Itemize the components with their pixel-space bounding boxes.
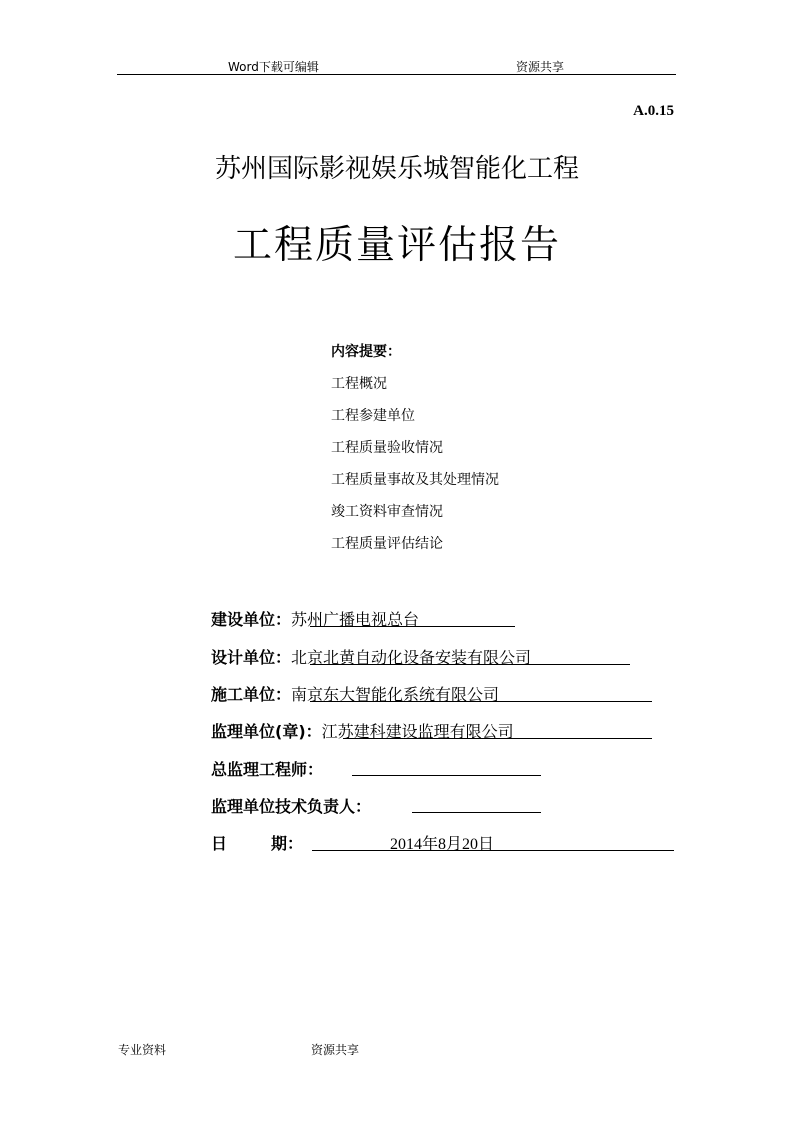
- date-underline: [312, 850, 674, 851]
- design-unit-underline: [310, 664, 630, 665]
- contents-item: 竣工资料审查情况: [331, 504, 443, 520]
- contents-item: 工程参建单位: [331, 408, 415, 424]
- supervisor-unit-label: 监理单位(章)：: [211, 722, 322, 741]
- construction-unit-value: 苏州广播电视总台: [291, 610, 420, 629]
- supervisor-unit-underline: [343, 738, 652, 739]
- chief-engineer-label: 总监理工程师：: [211, 760, 324, 779]
- contents-item: 工程质量事故及其处理情况: [331, 472, 499, 488]
- tech-lead-signature-line[interactable]: [412, 812, 541, 813]
- design-unit-label: 设计单位：: [211, 648, 292, 667]
- contents-item: 工程质量验收情况: [331, 440, 443, 456]
- date-label-1: 日: [211, 834, 228, 853]
- chief-engineer-signature-line[interactable]: [352, 775, 541, 776]
- builder-unit-value: 南京东大智能化系统有限公司: [291, 685, 500, 704]
- construction-unit-label: 建设单位：: [211, 610, 292, 629]
- chief-engineer-row: [211, 757, 323, 780]
- header-rule: [117, 74, 676, 75]
- header-left-text: Word下载可编辑: [228, 60, 319, 74]
- header-right-text: 资源共享: [516, 60, 565, 74]
- form-code: A.0.15: [633, 103, 674, 119]
- footer-left-text: 专业资料: [118, 1043, 167, 1057]
- builder-unit-label: 施工单位：: [211, 685, 292, 704]
- contents-item: 工程质量评估结论: [331, 536, 443, 552]
- footer-right-text: 资源共享: [311, 1043, 360, 1057]
- tech-lead-row: [211, 794, 371, 817]
- contents-item: 工程概况: [331, 376, 387, 392]
- project-title: 苏州国际影视娱乐城智能化工程: [214, 154, 579, 184]
- date-value: 2014年8月20日: [390, 836, 495, 853]
- tech-lead-label: 监理单位技术负责人：: [211, 797, 372, 816]
- design-unit-value: 北京北黄自动化设备安装有限公司: [291, 648, 532, 667]
- supervisor-unit-value: 江苏建科建设监理有限公司: [321, 722, 514, 741]
- date-label-2: 期：: [271, 834, 304, 853]
- report-title: 工程质量评估报告: [232, 223, 561, 268]
- contents-heading: 内容提要：: [331, 344, 401, 360]
- construction-unit-underline: [310, 626, 515, 627]
- builder-unit-underline: [310, 701, 652, 702]
